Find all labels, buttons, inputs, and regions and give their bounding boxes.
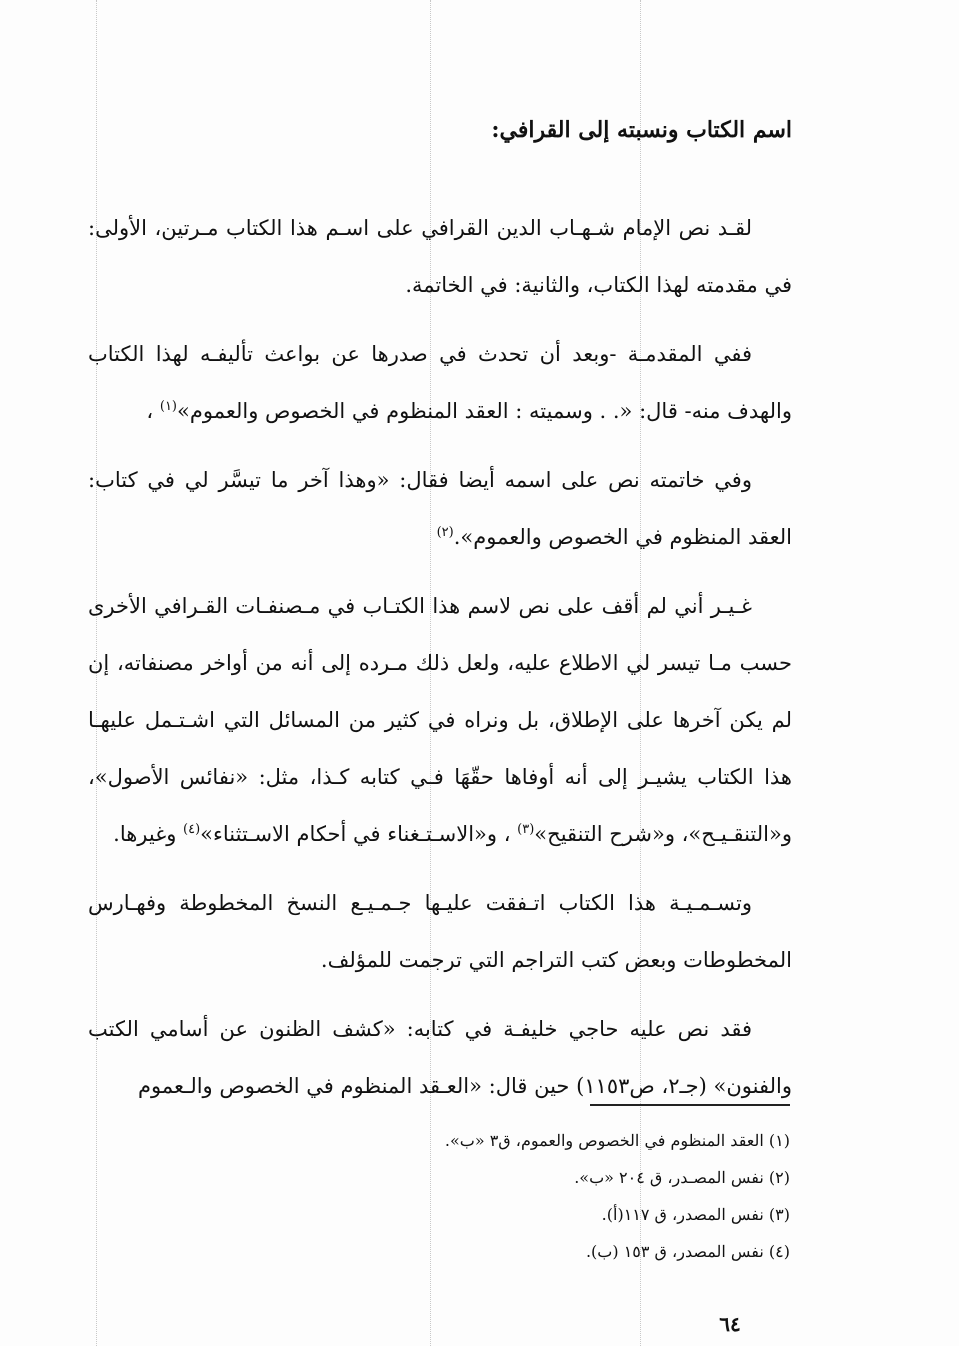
paragraph-1 [88, 200, 792, 314]
paragraph-text: فقد نص عليه حاجي خليفـة في كتابه: «كشف الظنون عن أسامي الكتب والفنون» (جـ٢، ص١١٥٣) حين قال: «العـقد المنظوم في الخصوص والـعموم [88, 1017, 792, 1098]
paragraph-text: وفي خاتمته نص على اسمه أيضا فقال: «وهذا آخر ما تيسَّر لي في كتاب: العقد المنظوم في الخصوص والعموم». [88, 468, 792, 549]
paragraph-2 [88, 326, 792, 440]
footnote-item: (٤) نفس المصدر، ق ١٥٣ (ب). [585, 1242, 790, 1261]
footnotes [300, 1122, 790, 1270]
section-heading: اسم الكتاب ونسبته إلى القرافي: [491, 117, 792, 143]
paragraph-6 [88, 1001, 792, 1115]
paragraph-text: ففي المقدمـة -وبعد أن تحدث في صدرها عن بواعث تأليفـه لهذا الكتاب والهدف منه- قال: «. . وسميته : العقد المنظوم في الخصوص والعموم» [88, 342, 792, 423]
paragraph-text: غـيـر أني لم أقف على نص لاسم هذا الكتـاب في مـصنفـات القـرافي الأخرى حسب مـا تيسر لي الاطلاع عليه، ولعل ذلك مـرده إلى أنه من أواخر مصنفاته، إن لم يكن آخرها على الإطلاق، بل ونراه في كثير من المسائل التي اشـتـمل عليهـا هذا الكتاب يشيـر إلى أنه أوفاها حقّهَا فـي كتابه كـذا، مثل: «نفائس الأصول»، و«التنقـيـح»، و«شرح التنقيح» [88, 594, 792, 846]
footnote-reference[interactable]: (٤) [183, 822, 201, 837]
paragraph-tail: وغيرها. [113, 822, 184, 846]
main-text [88, 100, 792, 1127]
footnote-reference[interactable]: (٢) [436, 525, 454, 540]
footnote-reference[interactable]: (١) [159, 399, 177, 414]
paragraph-tail: ، و«الاسـتـغناء في أحكام الاسـتثناء» [200, 822, 518, 846]
footnote-reference[interactable]: (٣) [517, 822, 535, 837]
paragraph-3 [88, 452, 792, 566]
paragraph-4 [88, 578, 792, 863]
paragraph-text: وتسـمـيـة هذا الكتاب اتـفقت عليـها جـمـيـع النسخ المخطوطة وفهـارس المخطوطات وبعض كتب التراجم التي ترجمت للمؤلف. [88, 891, 792, 972]
footnote-item: (٣) نفس المصدر، ق ١١٧(أ). [601, 1205, 790, 1224]
footnote-item: (١) العقد المنظوم في الخصوص والعموم، ق٣ «ب». [444, 1131, 790, 1150]
paragraph-5 [88, 875, 792, 989]
page-number: ٦٤ [719, 1312, 741, 1336]
footnote-item: (٢) نفس المصـدر، ق ٢٠٤ «ب». [574, 1168, 790, 1187]
paragraph-tail: ، [146, 399, 160, 423]
paragraph-text: لقـد نص الإمام شـهـاب الدين القرافي على اسـم هذا الكتاب مـرتين، الأولى: في مقدمته لهذا الكتاب، والثانية: في الخاتمة. [88, 216, 792, 297]
footnote-separator [590, 1104, 790, 1106]
